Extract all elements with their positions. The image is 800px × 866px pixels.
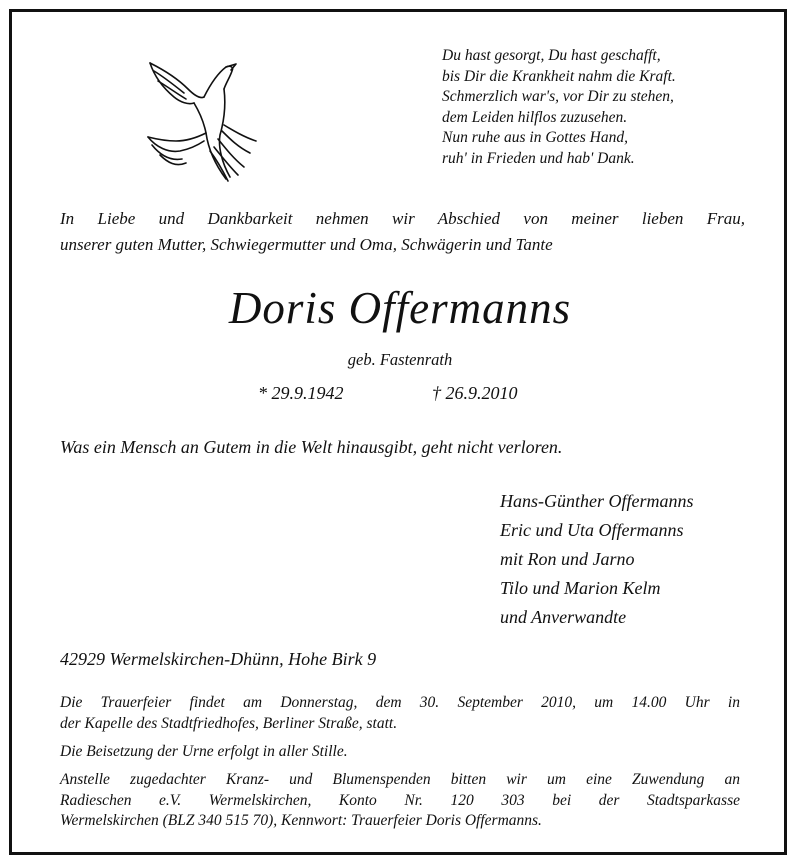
poem-line: Schmerzlich war's, vor Dir zu stehen, (442, 88, 674, 106)
poem-line: Du hast gesorgt, Du hast geschafft, (442, 47, 661, 64)
birth-date: * 29.9.1942 (258, 383, 344, 403)
poem-line: dem Leiden hilflos zuzusehen. (442, 108, 628, 126)
poem-line: Nun ruhe aus in Gottes Hand, (442, 129, 628, 147)
poem (442, 46, 762, 170)
mourner-line: und Anverwandte (500, 607, 627, 627)
poem-line: bis Dir die Krankheit nahm die Kraft. (442, 67, 676, 85)
mourner-line: Eric und Uta Offermanns (500, 520, 684, 540)
intro-line: In Liebe und Dankbarkeit nehmen wir Abschied von meiner lieben Frau, (60, 209, 745, 228)
funeral-notice (60, 693, 740, 734)
family-address: 42929 Wermelskirchen-Dhünn, Hohe Birk 9 (60, 649, 377, 669)
intro-text (60, 206, 745, 258)
mourners-list (500, 487, 694, 632)
funeral-notice-line: Die Trauerfeier findet am Donnerstag, dem 30. September 2010, um 14.00 Uhr in (60, 694, 740, 711)
burial-notice-line: Die Beisetzung der Urne erfolgt in aller Stille. (60, 743, 348, 760)
mourner-line: Tilo und Marion Kelm (500, 578, 661, 598)
poem-line: ruh' in Frieden und hab' Dank. (442, 149, 635, 167)
donation-notice-line: Wermelskirchen (BLZ 340 515 70), Kennwort: Trauerfeier Doris Offermanns. (60, 812, 542, 829)
memorial-quote: Was ein Mensch an Gutem in die Welt hinausgibt, geht nicht verloren. (60, 437, 563, 457)
intro-line: unserer guten Mutter, Schwiegermutter und Oma, Schwägerin und Tante (60, 235, 553, 254)
dove-icon (140, 55, 265, 185)
donation-notice-line: Anstelle zugedachter Kranz- und Blumenspenden bitten wir um eine Zuwendung an (60, 771, 740, 788)
maiden-name: geb. Fastenrath (347, 350, 453, 369)
donation-notice (60, 770, 740, 832)
donation-notice-line: Radieschen e.V. Wermelskirchen, Konto Nr. 120 303 bei der Stadtsparkasse (60, 791, 740, 809)
mourner-line: Hans-Günther Offermanns (500, 491, 694, 511)
deceased-name: Doris Offermanns (228, 283, 572, 333)
funeral-notice-line: der Kapelle des Stadtfriedhofes, Berliner Straße, statt. (60, 714, 398, 732)
mourner-line: mit Ron und Jarno (500, 549, 635, 569)
burial-notice (60, 742, 740, 763)
death-date: † 26.9.2010 (432, 383, 518, 403)
